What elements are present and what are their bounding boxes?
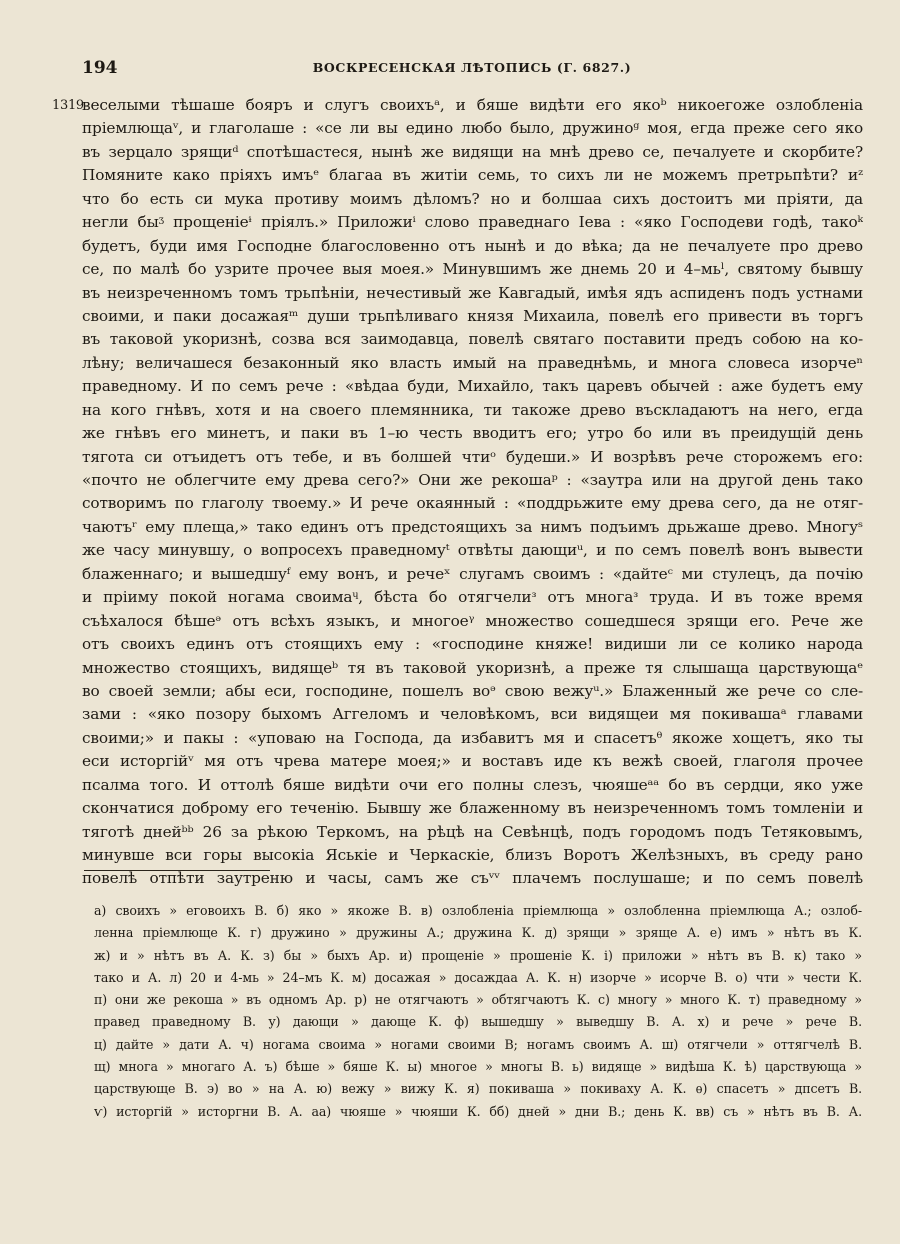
text-line: отъ своихъ единъ отъ стоящихъ ему : «господине княже! видиши ли се колико народа [82, 635, 863, 654]
text-line: чаютъʳ ему плеща,» тако единъ отъ предстоящихъ за нимъ подъимъ дрьжаше древо. Многуˢ [82, 517, 863, 536]
text-line: что бо есть си мука противу моимъ дѣломъ? но и болшаа сихъ достоитъ ми пріяти, да [82, 189, 863, 208]
text-line: въ зерцало зрящиᵈ спотѣшастеся, нынѣ же видящи на мнѣ древо се, печалуете и скорбите? [82, 142, 863, 161]
text-line: же часу минувшу, о вопросехъ праведномуᵗ отвѣты дающиᵘ, и по семъ повелѣ вонъ вывести [82, 541, 863, 560]
page-header [82, 58, 862, 84]
text-line: скончатися доброму его теченію. Бывшу же блаженному въ неизреченномъ томъ томленіи и [82, 799, 863, 818]
text-line: се, по малѣ бо узрите прочее выя моея.» Минувшимъ же днемь 20 и 4–мьˡ, святому бывшу [82, 260, 863, 279]
text-line: въ неизреченномъ томъ трьпѣніи, нечестивый же Кавгадый, имѣя ядъ аспиденъ подъ устнами [82, 283, 863, 302]
text-line: пріемлющаᵛ, и глаголаше : «се ли вы едино любо было, дружиноᵍ моя, егда преже сего яко [82, 119, 863, 138]
footnote-rule [84, 870, 270, 871]
text-line: множество стоящихъ, видящеᵇ тя въ таковой укоризнѣ, а преже тя слышаща царствующаᵉ [82, 658, 863, 677]
running-head: ВОСКРЕСЕНСКАЯ ЛѢТОПИСЬ (Г. 6827.) [312, 60, 632, 75]
text-line: веселыми тѣшаше бояръ и слугъ своихъᵃ, и бяше видѣти его якоᵇ никоегоже озлобленіа [82, 96, 863, 114]
text-line: псалма того. И оттолѣ бяше видѣти очи его полны слезъ, чюяшеᵃᵃ бо въ сердци, яко уже [82, 775, 863, 794]
text-line: на кого гнѣвъ, хотя и на своего племянника, ти такоже древо въскладаютъ на него, егда [82, 400, 863, 419]
text-line: праведному. И по семъ рече : «вѣдаа буди, Михайло, такъ царевъ обычей : аже будетъ ему [82, 377, 863, 396]
text-line: своими;» и пакы : «уповаю на Господа, да избавитъ мя и спасетъᶿ якоже хощетъ, яко ты [82, 728, 863, 747]
text-line: въ таковой укоризнѣ, созва вся заимодавца, повелѣ святаго поставити предъ собою на ко- [82, 330, 863, 349]
footnote-line: ленна пріемлюще К. г) дружино » дружины А.; дружина К. д) зрящи » зряще А. е) имъ » нѣтъ въ К. [94, 925, 862, 941]
text-line: повелѣ отпѣти заутреню и часы, самъ же съᵛᵛ плачемъ послушаше; и по семъ повелѣ [82, 869, 863, 888]
footnote-line: щ) многа » многаго А. ъ) бѣше » бяше К. ы) многое » многы В. ь) видяще » видѣша К. ѣ) царствующа » [94, 1059, 862, 1075]
text-line: съѣхалося бѣшеᵊ отъ всѣхъ языкъ, и многоеᵞ множество сошедшеся зрящи его. Рече же [82, 611, 863, 630]
text-line: негли быᶾ прощеніеᶤ пріялъ.» Приложиⁱ слово праведнаго Іева : «яко Господеви годѣ, такоᵏ [82, 213, 863, 232]
text-line: и пріиму покой ногама своимаᶣ, бѣста бо отягчелиᶟ отъ многаᶟ труда. И въ тоже время [82, 588, 863, 607]
text-line: зами : «яко позору быхомъ Аггеломъ и человѣкомъ, вси видящеи мя покивашаᵃ главами [82, 705, 863, 724]
footnote-line: п) они же рекоша » въ одномъ Ар. р) не отягчаютъ » обтягчаютъ К. с) многу » много К. т) праведному » [94, 992, 862, 1008]
text-line: тяготѣ днейᵇᵇ 26 за рѣкою Теркомъ, на рѣцѣ на Севѣнцѣ, подъ городомъ подъ Тетяковымъ, [82, 822, 863, 841]
footnote-line: ѵ) исторгій » исторгни В. А. аа) чюяше » чюяши К. бб) дней » дни В.; день К. вв) съ » нѣтъ въ В. А. [94, 1103, 862, 1119]
text-line: «почто не облегчите ему древа сего?» Они же рекошаᵖ : «заутра или на другой день тако [82, 471, 863, 489]
page-number: 194 [82, 58, 118, 78]
text-line: своими, и паки досажаяᵐ души трьпѣливаго князя Михаила, повелѣ его привести въ торгъ [82, 306, 863, 325]
footnote-line: ж) и » нѣтъ въ А. К. з) бы » быхъ Ар. и) прощеніе » прошеніе К. і) приложи » нѣтъ въ В. к) тако » [94, 947, 862, 963]
main-text-block [82, 94, 863, 891]
footnotes-block [94, 900, 862, 1123]
footnote-line: а) своихъ » еговоихъ В. б) яко » якоже В. в) озлобленіа пріемлюща » озлобленна пріемлюща А.; озлоб- [94, 903, 862, 918]
text-line: еси исторгійᵛ мя отъ чрева матере моея;» и воставъ иде къ вежѣ своей, глаголя прочее [82, 752, 863, 771]
text-line: Помяните како пріяхъ имъᵉ благаа въ житіи семь, то сихъ ли не можемъ претрьпѣти? иᶻ [82, 166, 863, 185]
text-line: будетъ, буди имя Господне благословенно отъ нынѣ и до вѣка; да не печалуете про древо [82, 236, 863, 255]
footnote-line: правед праведному В. у) дающи » дающе К. ф) вышедшу » выведшу В. А. х) и рече » рече В. [94, 1014, 862, 1030]
text-line: сотворимъ по глаголу твоему.» И рече окаянный : «поддрьжите ему древа сего, да не отяг- [82, 494, 863, 513]
text-line: минувше вси горы высокіа Яськіе и Черкаскіе, близъ Воротъ Желѣзныхъ, въ среду рано [82, 846, 863, 864]
footnote-line: ц) дайте » дати А. ч) ногама своима » ногами своими В; ногамъ своимъ А. ш) отягчели » оттягчелѣ В. [94, 1036, 862, 1052]
footnote-line: царствующе В. э) во » на А. ю) вежу » вижу К. я) покиваша » покиваху А. К. ѳ) спасетъ » дпсетъ В. [94, 1081, 862, 1097]
text-line: лѣну; величашеся безаконный яко власть имый на праведнѣмь, и многа словеса изорчеⁿ [82, 353, 863, 372]
text-line: блаженнаго; и вышедшуᶠ ему вонъ, и речеˣ слугамъ своимъ : «дайтеᶜ ми стулецъ, да почію [82, 564, 863, 583]
text-line: тягота си отъидетъ отъ тебе, и въ болшей чтиᵒ будеши.» И возрѣвъ рече сторожемъ его: [82, 447, 863, 466]
margin-year: 1319 [52, 98, 84, 113]
footnote-line: тако и А. л) 20 и 4-мь » 24–мъ К. м) досажая » досаждаа А. К. н) изорче » исорче В. о) чти » чести К. [94, 969, 862, 985]
text-line: во своей земли; абы еси, господине, пошелъ воᵊ свою вежуᵘ.» Блаженный же рече со сле- [82, 681, 863, 700]
text-line: же гнѣвъ его минетъ, и паки въ 1–ю честь вводитъ его; утро бо или въ преидущій день [82, 424, 863, 443]
